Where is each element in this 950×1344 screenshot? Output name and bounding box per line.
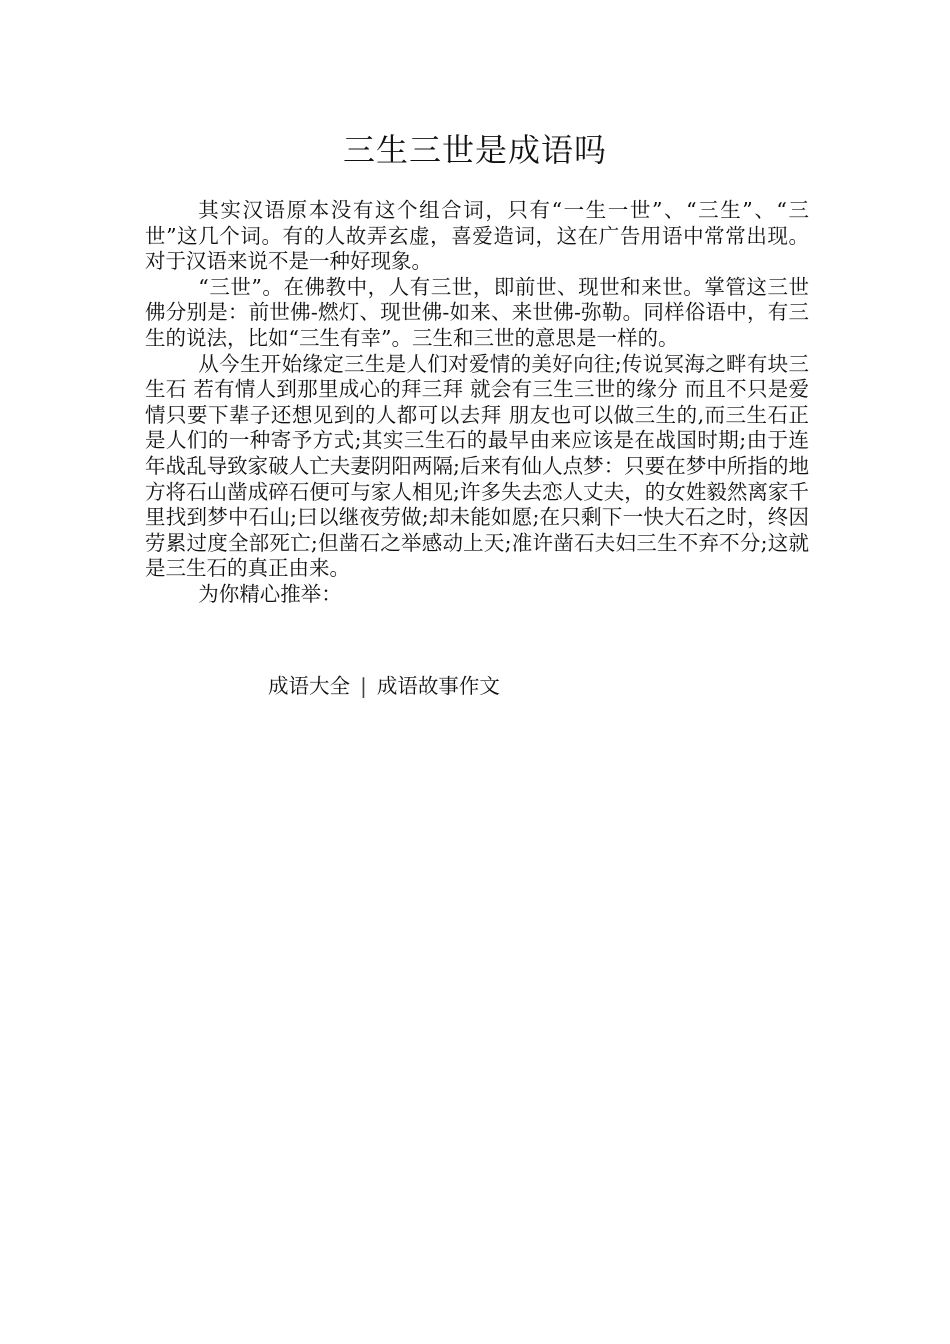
- paragraph-sansheng-stone: 从今生开始缘定三生是人们对爱情的美好向往;传说冥海之畔有块三生石 若有情人到那里成心的拜三拜 就会有三生三世的缘分 而且不只是爱情只要下辈子还想见到的人都可以去拜 朋友也可以做三生的,而三生石正是人们的一种寄予方式;其实三生石的最早由来应该是在战国时期;由于连年战乱导致家破人亡夫妻阴阳两隔;后来有仙人点梦：只要在梦中所指的地方将石山凿成碎石便可与家人相见;许多失去恋人丈夫，的女姓毅然离家千里找到梦中石山;曰以继夜劳做;却未能如愿;在只剩下一快大石之时，终因劳累过度全部死亡;但凿石之举感动上天;准许凿石夫妇三生不弃不分;这就是三生石的真正由来。: [145, 351, 809, 581]
- paragraph-three-lives: “三世”。在佛教中，人有三世，即前世、现世和来世。掌管这三世佛分别是：前世佛-燃灯、现世佛-如来、来世佛-弥勒。同样俗语中，有三生的说法，比如“三生有幸”。三生和三世的意思是一样的。: [145, 274, 809, 350]
- document-title: 三生三世是成语吗: [342, 131, 607, 169]
- link-separator: |: [360, 674, 367, 698]
- link-idiom-collection[interactable]: 成语大全: [268, 674, 350, 698]
- document-body: [145, 198, 809, 608]
- link-idiom-story-essay[interactable]: 成语故事作文: [376, 674, 500, 698]
- paragraph-intro: 其实汉语原本没有这个组合词，只有“一生一世”、“三生”、“三世”这几个词。有的人故弄玄虚，喜爱造词，这在广告用语中常常出现。对于汉语来说不是一种好现象。: [145, 198, 809, 274]
- paragraph-recommend: 为你精心推举：: [198, 581, 342, 606]
- recommended-links: [268, 674, 500, 698]
